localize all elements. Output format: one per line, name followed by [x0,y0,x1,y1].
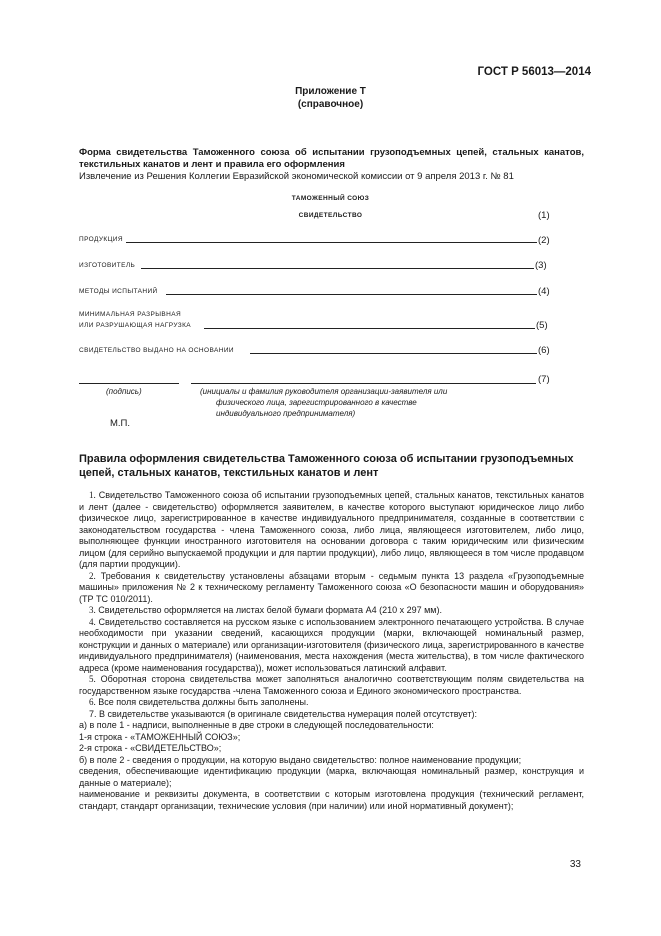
rule-7b: б) в поле 2 - сведения о продукции, на которую выдано свидетельство: полное наименование продукции; [79,754,522,765]
methods-label: МЕТОДЫ ИСПЫТАНИЙ [79,288,158,295]
field-number-2: (2) [538,235,550,246]
manufacturer-line [141,268,534,269]
signature-line [79,383,179,384]
initials-line [191,383,536,384]
appendix-title: Приложение Т [295,86,366,97]
rules-title: Правила оформления свидетельства Таможенного союза об испытании грузоподъемных цепей, стальных канатов, текстильных канатов и лент [79,453,574,479]
initials-caption-line1: (инициалы и фамилия руководителя организации-заявителя или [200,387,448,396]
form-extract: Извлечение из Решения Коллегии Евразийской экономической комиссии от 9 апреля 2013 г. № 81 [79,171,514,182]
basis-label: СВИДЕТЕЛЬСТВО ВЫДАНО НА ОСНОВАНИИ [79,347,234,354]
initials-caption-line3: индивидуального предпринимателя) [216,409,356,418]
basis-line [250,353,537,354]
rule-7b-identification: сведения, обеспечивающие идентификацию продукции (марка, включающая номинальный размер, конструкция и данные о материале); [79,766,584,788]
rule-7a: а) в поле 1 - надписи, выполненные в две строки в следующей последовательности: [79,720,434,730]
appendix-subtitle: (справочное) [297,99,364,110]
load-label-line1: МИНИМАЛЬНАЯ РАЗРЫВНАЯ [79,311,182,318]
certificate-label: СВИДЕТЕЛЬСТВО [298,212,363,219]
field-number-3: (3) [535,260,547,271]
load-line [204,328,535,329]
rule-7a-line2: 2-я строка - «СВИДЕТЕЛЬСТВО»; [79,743,222,753]
form-title: Форма свидетельства Таможенного союза об испытании грузоподъемных цепей, стальных канатов, текстильных канатов и лент и правила его оформления [79,147,584,170]
rule-paragraph-4: 4. Свидетельство составляется на русском языке с использованием электронного печатающего устройства. В случае необходимости при указании сведений, касающихся продукции (марки, включающей номинальный размер, конструкции и данных о материале) или организации-изготовителя (физического лица, зарегистрированного в качестве индивидуального предпринимателя) (наименования, места нахождения (места жительства), в том числе фактического адреса (кроме наименования государства)), может использоваться латинский алфавит. [79,616,584,673]
rule-7a-line1: 1-я строка - «ТАМОЖЕННЫЙ СОЮЗ»; [79,731,241,742]
rule-paragraph-3: 3. Свидетельство оформляется на листах белой бумаги формата А4 (210 х 297 мм). [89,605,442,615]
rule-paragraph-1: 1. Свидетельство Таможенного союза об испытании грузоподъемных цепей, стальных канатов, текстильных канатов и лент (далее - свидетельство) оформляется заявителем, в качестве которого выступают юридическое лицо либо физическое лицо, зарегистрированное в качестве индивидуального предпринимателя, созданные в соответствии с законодательством государства - члена Таможенного союза, либо лица, являющееся изготовителем, либо лицо, выполняющее функции иностранного изготовителя на основании договора с таким юридическим или физическим лицом (для серийно выпускаемой продукции и для партии продукции), либо лицо, являющееся в том числе продавцом (для партии продукции). [79,490,584,569]
products-line [126,242,537,243]
rule-7b-document: наименование и реквизиты документа, в соответствии с которым изготовлена продукция (технический регламент, стандарт, стандарт организации, технические условия (при наличии) или иной нормативный документ); [79,789,584,811]
initials-caption-line2: физического лица, зарегистрированного в качестве [216,398,417,407]
rule-paragraph-6: 6. Все поля свидетельства должны быть заполнены. [89,697,309,707]
page-number: 33 [569,859,581,870]
field-number-1: (1) [538,210,550,221]
stamp-label: М.П. [110,418,131,429]
methods-line [166,294,537,295]
signature-caption: (подпись) [106,387,142,396]
union-label: ТАМОЖЕННЫЙ СОЮЗ [291,195,370,202]
standard-code: ГОСТ Р 56013—2014 [477,66,591,78]
products-label: ПРОДУКЦИЯ [79,236,123,243]
load-label-line2: ИЛИ РАЗРУШАЮЩАЯ НАГРУЗКА [79,322,191,329]
field-number-4: (4) [538,286,550,297]
manufacturer-label: ИЗГОТОВИТЕЛЬ [79,262,136,269]
rule-paragraph-7: 7. В свидетельстве указываются (в оригинале свидетельства нумерация полей отсутствует): [89,708,477,719]
field-number-6: (6) [538,345,550,356]
rule-paragraph-2: 2. Требования к свидетельству установлены абзацами вторым - седьмым пункта 13 раздела «Грузоподъемные машины» приложения № 2 к техническому регламенту Таможенного союза «О безопасности машин и оборудования» (ТР ТС 010/2011). [79,570,584,604]
field-number-5: (5) [536,320,548,331]
field-number-7: (7) [538,374,550,385]
rule-paragraph-5: 5. Оборотная сторона свидетельства может заполняться аналогично соответствующим полям свидетельства на государственном языке государства -члена Таможенного союза и Единого экономического пространства. [79,674,584,696]
rules-body [79,490,584,812]
